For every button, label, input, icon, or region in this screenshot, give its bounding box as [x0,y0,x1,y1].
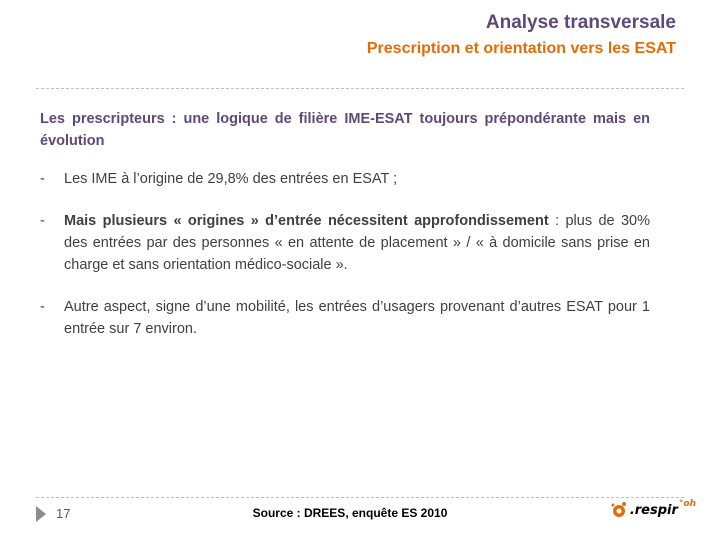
bullet-item [40,168,650,190]
source-note: Source : DREES, enquête ES 2010 [252,506,448,520]
lead-paragraph: Les prescripteurs : une logique de filière IME-ESAT toujours prépondérante mais en évolution [40,111,650,149]
logo-superscript: °oh [678,499,696,509]
page-number: 17 [56,506,71,521]
bullet-item [40,296,650,340]
bullet-item [40,210,650,276]
bullet-bold-text: Mais plusieurs « origines » d’entrée nécessitent approfondissement [64,213,549,229]
bullet-text-container [64,210,650,276]
slide-title: Analyse transversale [485,12,676,33]
bullet-dash: - [40,299,45,315]
respir-logo-icon [610,500,628,520]
slide-content [40,108,650,360]
header-divider [36,88,684,89]
logo-text: .respir [629,502,678,518]
bullet-dash: - [40,213,45,229]
bullet-dash: - [40,171,45,187]
respir-logo [610,500,696,520]
bullet-text: Les IME à l’origine de 29,8% des entrées en ESAT ; [64,171,398,187]
bullet-text: : plus de 30% des entrées par des personnes « en attente de placement » / « à domicile sans prise en charge et sans orientation médico-sociale ». [64,213,650,273]
footer-divider [36,497,684,498]
triangle-right-icon [36,506,46,522]
bullet-text: Autre aspect, signe d’une mobilité, les entrées d’usagers provenant d’autres ESAT pour 1 entrée sur 7 environ. [64,299,650,337]
slide-subtitle: Prescription et orientation vers les ESAT [366,40,676,57]
